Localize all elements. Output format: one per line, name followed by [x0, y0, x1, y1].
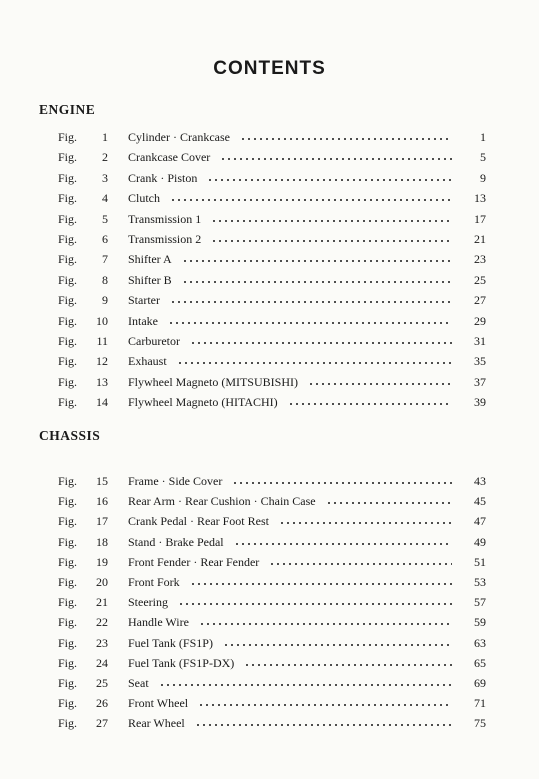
entry-title: Handle Wire	[128, 615, 189, 630]
entry-title: Front Fork	[128, 575, 180, 589]
toc-entry[interactable]	[58, 614, 486, 630]
fig-label: Fig.	[58, 232, 78, 246]
dot-leader	[269, 556, 452, 566]
fig-number: 3	[102, 170, 108, 185]
dot-leader	[190, 576, 452, 586]
fig-label: Fig.	[58, 395, 78, 410]
toc-entry[interactable]	[58, 313, 486, 329]
fig-number: 2	[102, 150, 108, 165]
entry-title: Stand · Brake Pedal	[128, 534, 224, 549]
toc-entry[interactable]	[58, 374, 486, 390]
page-number: 35	[474, 354, 486, 369]
dot-leader	[308, 376, 452, 386]
fig-label: Fig.	[58, 211, 78, 226]
entry-title: Transmission 2	[128, 232, 202, 246]
toc-entry[interactable]	[58, 251, 486, 267]
page-number: 69	[474, 676, 486, 690]
page-number: 29	[474, 313, 486, 328]
entry-title: Exhaust	[128, 354, 167, 369]
toc-entry[interactable]	[58, 333, 486, 349]
dot-leader	[234, 536, 452, 546]
fig-label: Fig.	[58, 595, 78, 610]
fig-number: 16	[96, 494, 108, 509]
page-number: 49	[474, 534, 486, 549]
fig-number: 19	[96, 554, 108, 569]
fig-number: 11	[96, 334, 108, 348]
page-number: 45	[474, 494, 486, 509]
dot-leader	[199, 616, 452, 626]
dot-leader	[159, 677, 452, 687]
fig-label: Fig.	[58, 494, 78, 509]
toc-entry[interactable]	[58, 493, 486, 509]
fig-number: 27	[96, 716, 108, 731]
entry-title: Crankcase Cover	[128, 150, 211, 165]
fig-number: 14	[96, 395, 108, 410]
entry-title: Rear Wheel	[128, 716, 185, 731]
dot-leader	[168, 315, 452, 325]
fig-number: 9	[102, 293, 108, 308]
dot-leader	[220, 151, 452, 161]
dot-leader	[170, 192, 452, 202]
toc-entry[interactable]	[58, 675, 486, 691]
fig-label: Fig.	[58, 334, 78, 348]
fig-label: Fig.	[58, 514, 78, 529]
fig-label: Fig.	[58, 130, 78, 144]
dot-leader	[240, 131, 452, 141]
fig-number: 17	[96, 514, 108, 529]
entry-title: Flywheel Magneto (HITACHI)	[128, 395, 278, 410]
page-number: 21	[474, 232, 486, 246]
entry-title: Cylinder · Crankcase	[128, 130, 230, 144]
entry-title: Shifter A	[128, 252, 172, 267]
page-number: 37	[474, 374, 486, 389]
fig-label: Fig.	[58, 615, 78, 630]
page-number: 75	[474, 716, 486, 731]
section-heading-chassis: CHASSIS	[39, 428, 101, 443]
dot-leader	[182, 274, 452, 284]
fig-label: Fig.	[58, 170, 78, 185]
page-number: 1	[480, 130, 486, 144]
entry-title: Shifter B	[128, 272, 172, 287]
fig-number: 5	[102, 211, 108, 226]
page-number: 39	[474, 395, 486, 410]
fig-number: 7	[102, 252, 108, 267]
dot-leader	[223, 637, 452, 647]
dot-leader	[195, 717, 452, 727]
fig-label: Fig.	[58, 716, 78, 731]
entry-title: Transmission 1	[128, 211, 202, 226]
page-number: 65	[474, 655, 486, 670]
toc-entry[interactable]	[58, 170, 486, 186]
page-number: 53	[474, 575, 486, 589]
fig-number: 12	[96, 354, 108, 369]
entry-title: Frame · Side Cover	[128, 474, 223, 488]
fig-number: 20	[96, 575, 108, 589]
fig-label: Fig.	[58, 293, 78, 308]
entry-title: Intake	[128, 313, 158, 328]
toc-entry[interactable]	[58, 473, 486, 489]
page-number: 13	[474, 191, 486, 206]
fig-number: 15	[96, 474, 108, 488]
fig-label: Fig.	[58, 191, 78, 206]
entry-title: Crank Pedal · Rear Foot Rest	[128, 514, 269, 529]
page-number: 57	[474, 595, 486, 610]
fig-label: Fig.	[58, 474, 78, 488]
dot-leader	[198, 697, 452, 707]
toc-entry[interactable]	[58, 513, 486, 529]
fig-number: 1	[102, 130, 108, 144]
entry-title: Clutch	[128, 191, 160, 206]
page-number: 5	[480, 150, 486, 165]
entry-title: Front Fender · Rear Fender	[128, 554, 260, 569]
fig-number: 21	[96, 595, 108, 610]
toc-entry[interactable]	[58, 655, 486, 671]
fig-number: 18	[96, 534, 108, 549]
entry-title: Front Wheel	[128, 696, 189, 711]
entry-title: Fuel Tank (FS1P-DX)	[128, 655, 235, 670]
fig-label: Fig.	[58, 272, 78, 287]
entry-title: Steering	[128, 595, 168, 610]
page-number: 71	[474, 696, 486, 711]
entry-title: Flywheel Magneto (MITSUBISHI)	[128, 374, 298, 389]
entry-title: Fuel Tank (FS1P)	[128, 635, 213, 650]
toc-entry[interactable]	[58, 715, 486, 731]
fig-label: Fig.	[58, 676, 78, 690]
page-number: 23	[474, 252, 486, 267]
dot-leader	[288, 396, 452, 406]
toc-entry[interactable]	[58, 394, 486, 410]
toc-entry[interactable]	[58, 574, 486, 590]
fig-number: 23	[96, 635, 108, 650]
page-number: 25	[474, 272, 486, 287]
toc-entry[interactable]	[58, 292, 486, 308]
toc-entry[interactable]	[58, 231, 486, 247]
fig-label: Fig.	[58, 313, 78, 328]
toc-entry[interactable]	[58, 211, 486, 227]
toc-entry[interactable]	[58, 534, 486, 550]
toc-entry[interactable]	[58, 594, 486, 610]
toc-entry[interactable]	[58, 149, 486, 165]
toc-entry[interactable]	[58, 272, 486, 288]
dot-leader	[211, 233, 452, 243]
fig-number: 25	[96, 676, 108, 690]
page-number: 27	[474, 293, 486, 308]
toc-entry[interactable]	[58, 353, 486, 369]
dot-leader	[177, 355, 452, 365]
dot-leader	[170, 294, 452, 304]
page-number: 43	[474, 474, 486, 488]
dot-leader	[178, 596, 452, 606]
page-number: 47	[474, 514, 486, 529]
fig-label: Fig.	[58, 252, 78, 267]
fig-number: 13	[96, 374, 108, 389]
fig-label: Fig.	[58, 534, 78, 549]
fig-number: 4	[102, 191, 108, 206]
toc-entry[interactable]	[58, 190, 486, 206]
dot-leader	[190, 335, 452, 345]
fig-label: Fig.	[58, 374, 78, 389]
fig-number: 22	[96, 615, 108, 630]
page-number: 17	[474, 211, 486, 226]
dot-leader	[211, 213, 452, 223]
fig-label: Fig.	[58, 655, 78, 670]
toc-entry[interactable]	[58, 554, 486, 570]
entry-title: Crank · Piston	[128, 170, 198, 185]
entry-title: Rear Arm · Rear Cushion · Chain Case	[128, 494, 316, 509]
fig-number: 6	[102, 232, 108, 246]
page-title: CONTENTS	[213, 58, 326, 79]
fig-number: 26	[96, 696, 108, 711]
page-number: 51	[474, 554, 486, 569]
fig-label: Fig.	[58, 575, 78, 589]
fig-label: Fig.	[58, 554, 78, 569]
page-number: 59	[474, 615, 486, 630]
page-number: 31	[474, 334, 486, 348]
dot-leader	[279, 515, 452, 525]
entry-title: Seat	[128, 676, 149, 690]
fig-number: 8	[102, 272, 108, 287]
dot-leader	[207, 172, 452, 182]
entry-title: Starter	[128, 293, 160, 308]
fig-label: Fig.	[58, 150, 78, 165]
fig-label: Fig.	[58, 635, 78, 650]
toc-entry[interactable]	[58, 695, 486, 711]
fig-number: 10	[96, 313, 108, 328]
dot-leader	[244, 657, 452, 667]
toc-entry[interactable]	[58, 129, 486, 145]
dot-leader	[182, 253, 452, 263]
fig-label: Fig.	[58, 354, 78, 369]
fig-label: Fig.	[58, 696, 78, 711]
dot-leader	[326, 495, 452, 505]
dot-leader	[232, 475, 452, 485]
entry-title: Carburetor	[128, 334, 180, 348]
section-heading-engine: ENGINE	[39, 102, 96, 117]
toc-entry[interactable]	[58, 635, 486, 651]
page-number: 63	[474, 635, 486, 650]
page-number: 9	[480, 170, 486, 185]
fig-number: 24	[96, 655, 108, 670]
